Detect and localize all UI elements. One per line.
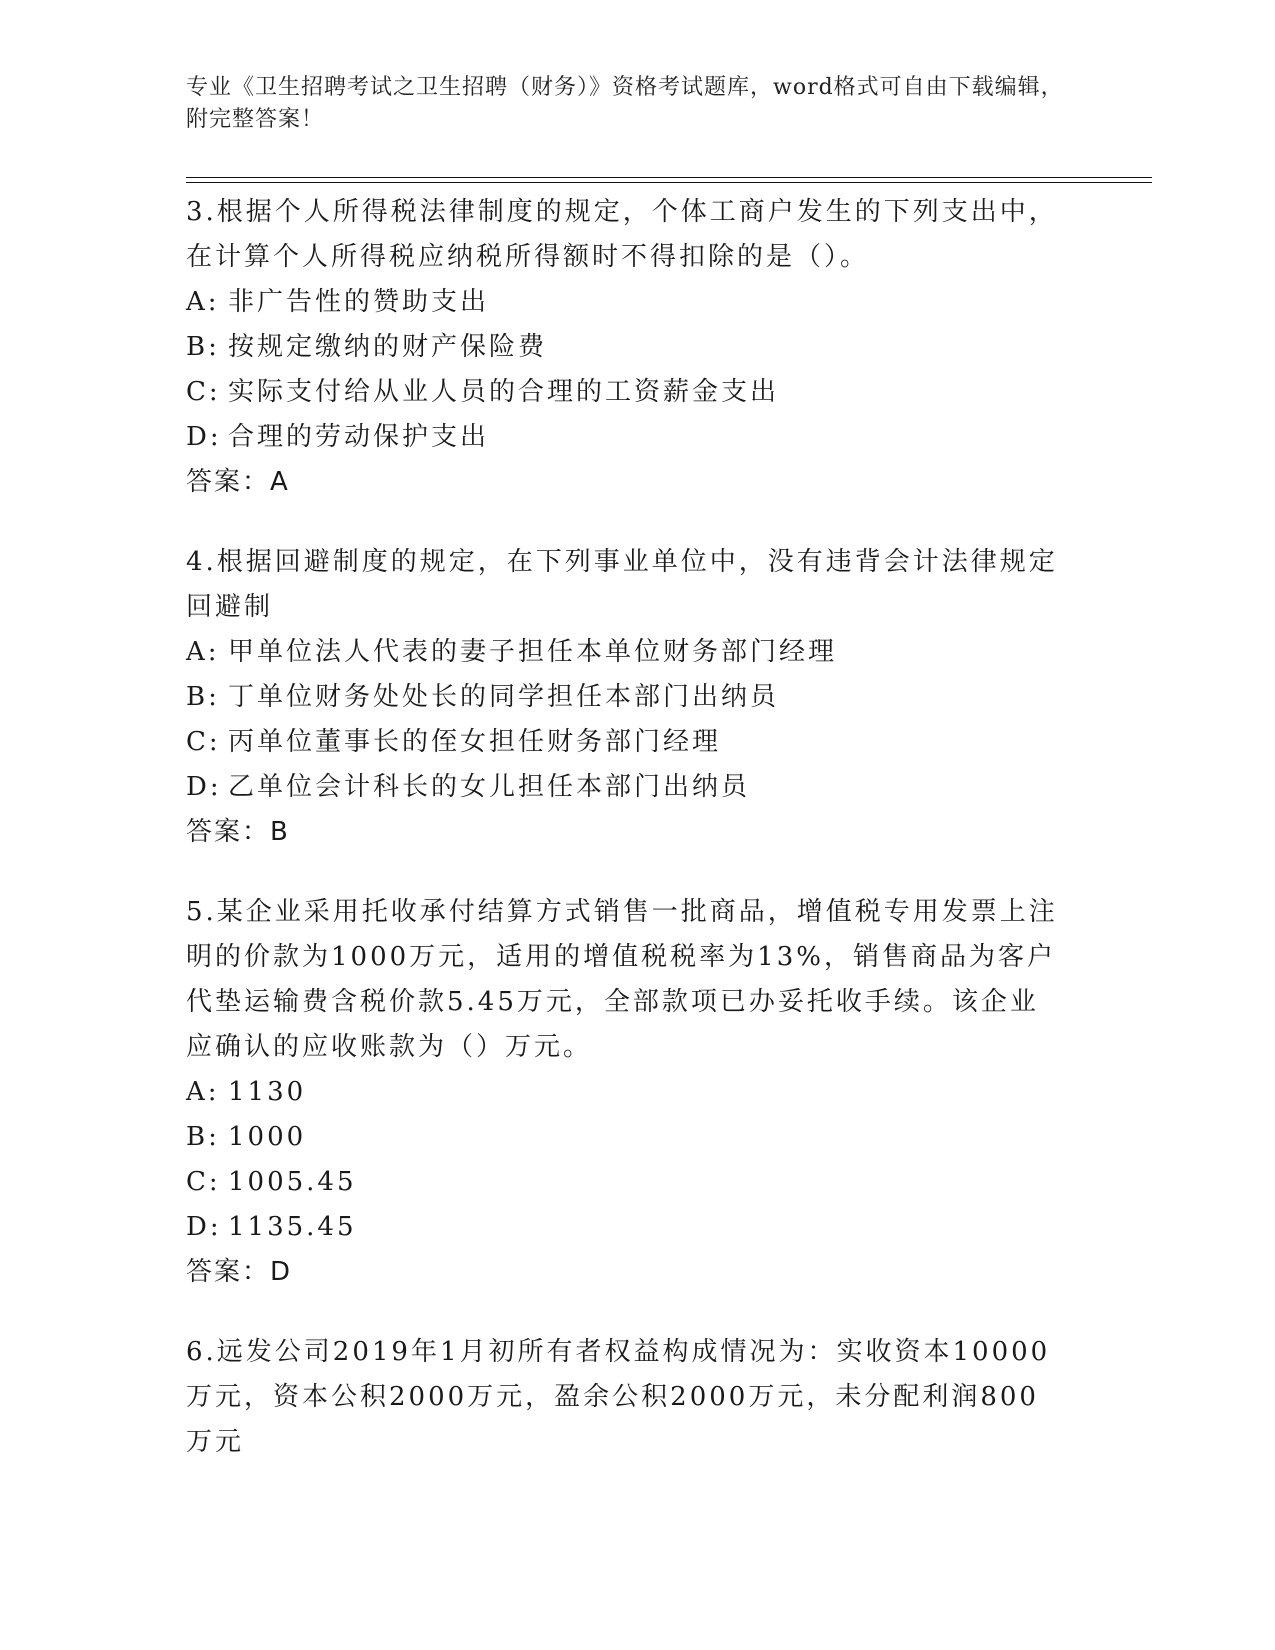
option-key: D: [186,772,222,802]
option-key: B: [186,1122,220,1152]
option-a [186,1070,1066,1115]
answer-line: 答案：B [186,817,290,847]
option-text: 丁单位财务处处长的同学担任本部门出纳员 [228,682,780,712]
option-b [186,325,1066,370]
option-key: D: [186,1212,222,1242]
question-6 [186,1330,1066,1465]
option-text: 乙单位会计科长的女儿担任本部门出纳员 [228,772,751,802]
option-b [186,1115,1066,1160]
option-text: 非广告性的赞助支出 [228,287,490,317]
option-text: 实际支付给从业人员的合理的工资薪金支出 [228,377,780,407]
option-text: 合理的劳动保护支出 [228,422,490,452]
question-4 [186,540,1066,854]
question-list [186,190,1066,1501]
option-key: B: [186,332,220,362]
question-stem: 4.根据回避制度的规定，在下列事业单位中，没有违背会计法律规定回避制 [186,547,1058,622]
option-key: A: [186,287,220,317]
header-rule-bottom [186,182,1152,183]
option-key: C: [186,727,221,757]
option-key: A: [186,637,220,667]
option-key: D: [186,422,222,452]
option-key: C: [186,377,221,407]
option-text: 按规定缴纳的财产保险费 [228,332,548,362]
option-d [186,765,1066,810]
document-header: 专业《卫生招聘考试之卫生招聘（财务）》资格考试题库，word格式可自由下载编辑，附完整答案！ [186,75,1064,132]
option-a [186,630,1066,675]
option-a [186,280,1066,325]
option-c [186,1160,1066,1205]
option-c [186,370,1066,415]
option-d [186,415,1066,460]
question-5 [186,890,1066,1294]
answer-line: 答案：A [186,467,290,497]
option-key: C: [186,1167,221,1197]
option-text: 1000 [228,1122,307,1152]
option-text: 1135.45 [228,1212,357,1242]
answer-line: 答案：D [186,1257,293,1287]
option-c [186,720,1066,765]
question-stem: 3.根据个人所得税法律制度的规定，个体工商户发生的下列支出中，在计算个人所得税应纳税所得额时不得扣除的是（）。 [186,197,1058,272]
option-text: 丙单位董事长的侄女担任财务部门经理 [228,727,722,757]
question-stem: 5.某企业采用托收承付结算方式销售一批商品，增值税专用发票上注明的价款为1000万元，适用的增值税税率为13%，销售商品为客户代垫运输费含税价款5.45万元，全部款项已办妥托收手续。该企业应确认的应收账款为（）万元。 [186,897,1058,1062]
option-d [186,1205,1066,1250]
option-key: A: [186,1077,220,1107]
header-rule-top [186,177,1152,178]
question-3 [186,190,1066,504]
option-text: 1005.45 [228,1167,357,1197]
option-text: 1130 [228,1077,307,1107]
question-stem: 6.远发公司2019年1月初所有者权益构成情况为：实收资本10000万元，资本公积2000万元，盈余公积2000万元，未分配利润800万元 [186,1337,1051,1457]
option-text: 甲单位法人代表的妻子担任本单位财务部门经理 [228,637,838,667]
option-key: B: [186,682,220,712]
option-b [186,675,1066,720]
